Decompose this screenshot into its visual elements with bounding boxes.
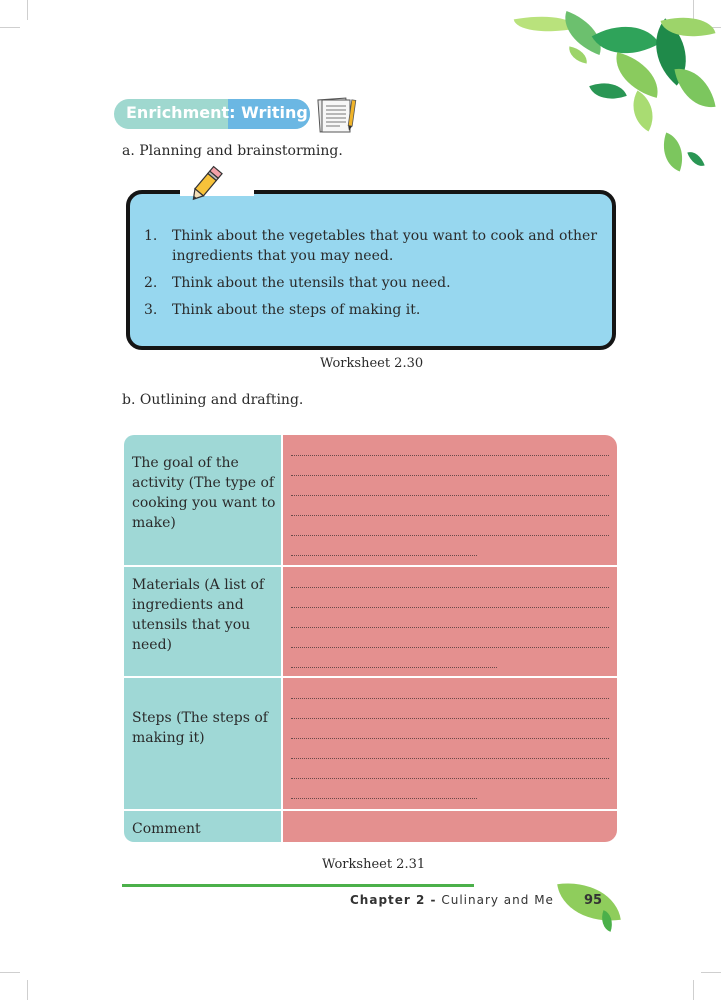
- table-row-label-cell: [124, 811, 281, 842]
- footer-rule: [122, 884, 474, 887]
- writing-area[interactable]: [283, 678, 617, 809]
- crop-mark: [701, 972, 721, 973]
- section-header-title: Enrichment: Writing: [126, 103, 308, 122]
- crop-mark: [693, 980, 694, 1000]
- table-row-label-cell: [124, 435, 281, 565]
- row-label: Materials (A list of ingredients and utensils that you need): [132, 577, 265, 653]
- crop-mark: [27, 980, 28, 1000]
- writing-area[interactable]: [283, 435, 617, 565]
- step-b-label: b. Outlining and drafting.: [122, 392, 304, 408]
- table-row-label-cell: [124, 567, 281, 676]
- row-label: Steps (The steps of making it): [132, 710, 268, 746]
- writing-paper-icon: [316, 96, 358, 134]
- chapter-number: Chapter 2 -: [350, 893, 437, 907]
- worksheet-caption: Worksheet 2.31: [322, 857, 426, 872]
- planning-box: 1. Think about the vegetables that you want to cook and other ingredients that you may need. 2. Think about the utensils that you need. 3. Think about the steps of making it.: [126, 190, 616, 350]
- crop-mark: [0, 972, 20, 973]
- table-row-label-cell: [124, 678, 281, 809]
- worksheet-caption: Worksheet 2.30: [320, 356, 424, 371]
- chapter-title: Culinary and Me: [441, 893, 554, 907]
- chapter-footer: [350, 893, 554, 907]
- row-label: The goal of the activity (The type of cooking you want to make): [132, 455, 276, 531]
- section-header-pill: [114, 99, 310, 129]
- crop-mark: [693, 0, 694, 20]
- step-a-label: a. Planning and brainstorming.: [122, 143, 343, 159]
- crop-mark: [0, 27, 20, 28]
- crop-mark: [27, 0, 28, 20]
- writing-area[interactable]: [283, 567, 617, 676]
- pencil-icon: [186, 164, 226, 206]
- row-label: Comment: [132, 821, 201, 837]
- page-number: 95: [584, 893, 603, 908]
- writing-area[interactable]: [283, 811, 617, 842]
